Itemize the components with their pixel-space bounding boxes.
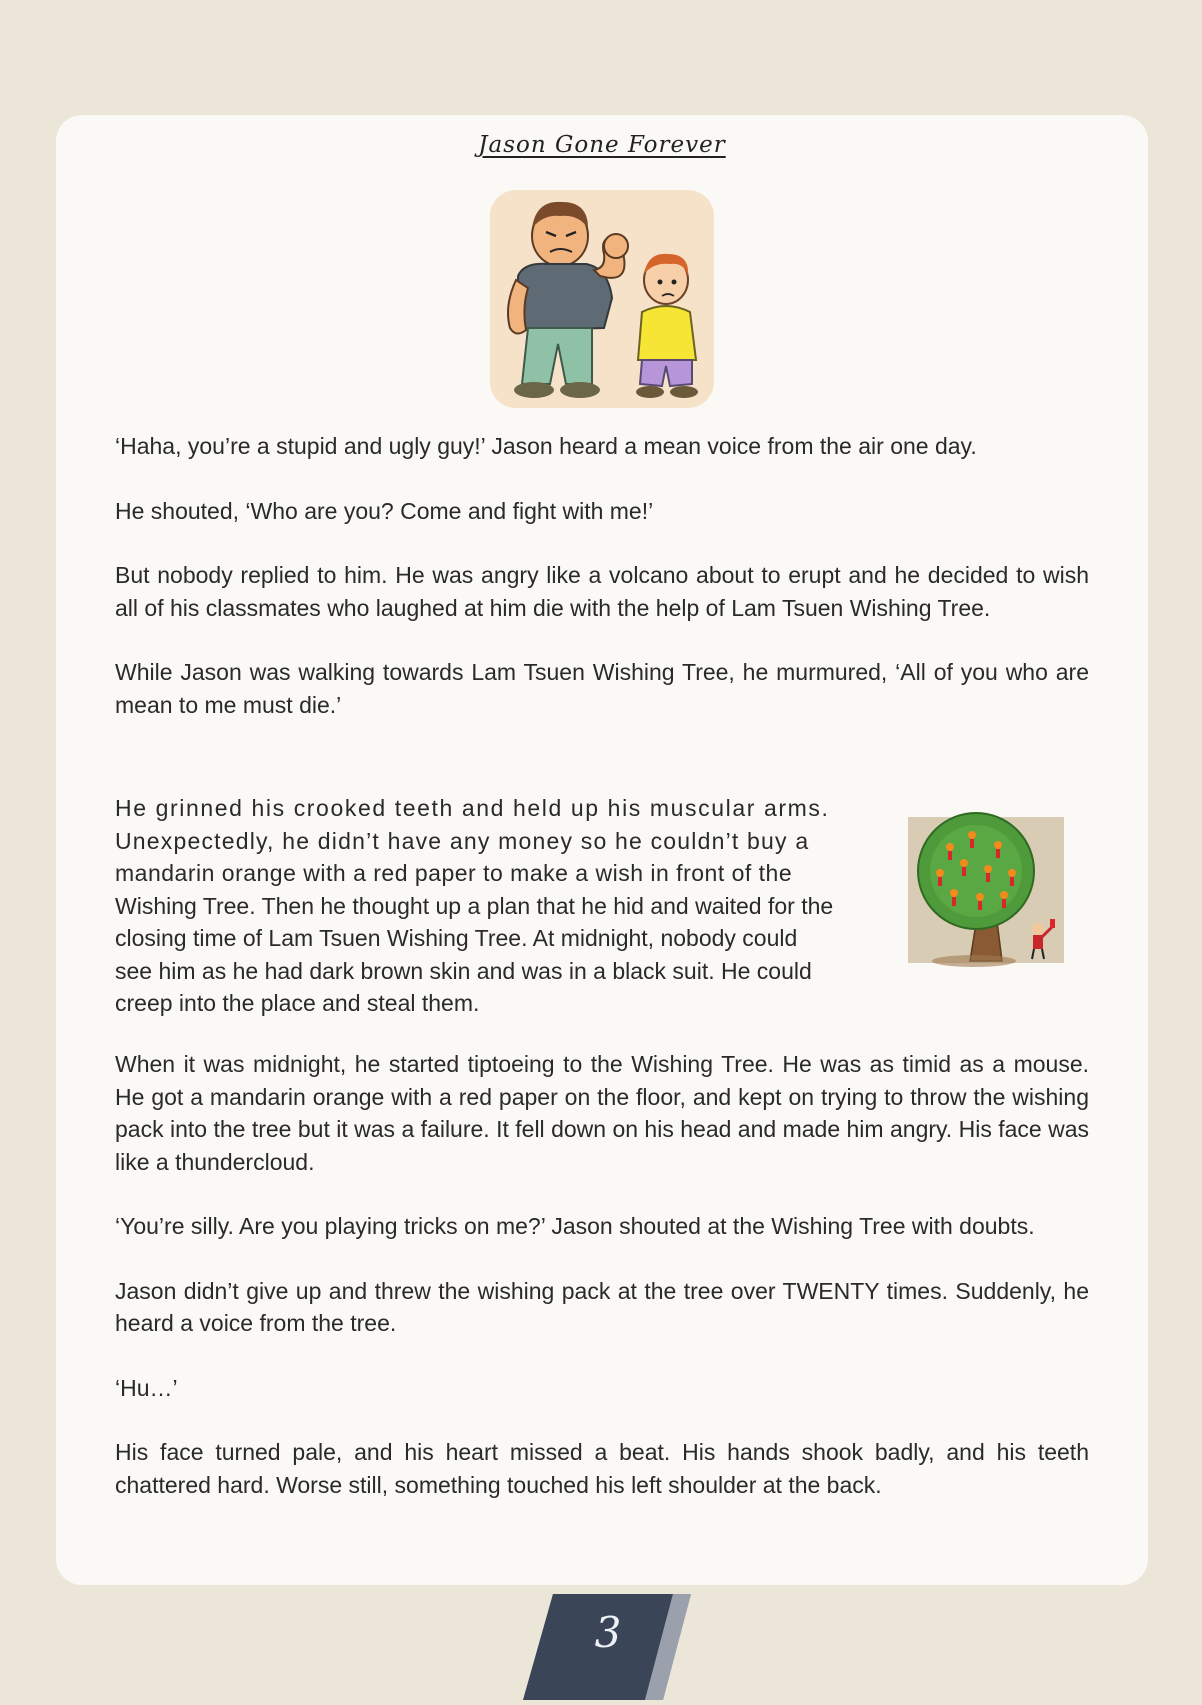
paragraph-line: Wishing Tree. Then he thought up a plan that he hid and waited for the — [115, 892, 834, 919]
paragraph-line: Unexpectedly, he didn’t have any money so he couldn’t buy a — [115, 827, 810, 854]
paragraph-line: creep into the place and steal them. — [115, 990, 480, 1016]
paragraph: When it was midnight, he started tiptoeing to the Wishing Tree. He was as timid as a mouse. He got a mandarin orange with a red paper on the floor, and kept on trying to throw the wishing pack into the tree but it was a failure. It fell down on his head and made him angry. His face was like a thundercloud. — [115, 1051, 1089, 1175]
story-title: Jason Gone Forever — [478, 132, 726, 158]
paragraph — [115, 792, 871, 1020]
page-number-tab — [523, 1594, 693, 1700]
paragraph: While Jason was walking towards Lam Tsuen Wishing Tree, he murmured, ‘All of you who are mean to me must die.’ — [115, 659, 1089, 718]
paragraph: His face turned pale, and his heart missed a beat. His hands shook badly, and his teeth chattered hard. Worse still, something touched his left shoulder at the back. — [115, 1439, 1089, 1498]
wishing-tree-illustration — [904, 811, 1068, 969]
paragraph: ‘You’re silly. Are you playing tricks on me?’ Jason shouted at the Wishing Tree with doubts. — [115, 1213, 1035, 1239]
paragraph-line: He grinned his crooked teeth and held up his muscular arms. — [115, 795, 830, 821]
paragraph: ‘Hu…’ — [115, 1374, 178, 1401]
paragraph: Jason didn’t give up and threw the wishing pack at the tree over TWENTY times. Suddenly, he heard a voice from the tree. — [115, 1277, 1089, 1336]
paragraph-line: closing time of Lam Tsuen Wishing Tree. At midnight, nobody could — [115, 925, 798, 951]
bully-illustration — [488, 188, 716, 410]
page-card — [56, 115, 1148, 1585]
story-paragraphs-top — [115, 430, 1089, 753]
paragraph: ‘Haha, you’re a stupid and ugly guy!’ Jason heard a mean voice from the air one day. — [115, 433, 977, 459]
paragraph: But nobody replied to him. He was angry like a volcano about to erupt and he decided to wish all of his classmates who laughed at him die with the help of Lam Tsuen Wishing Tree. — [115, 562, 1089, 621]
story-paragraphs-bottom — [115, 1048, 1089, 1533]
paragraph-line: see him as he had dark brown skin and was in a black suit. He could — [115, 957, 812, 984]
page-number: 3 — [594, 1608, 622, 1657]
paragraph-line: mandarin orange with a red paper to make a wish in front of the — [115, 860, 793, 886]
paragraph: He shouted, ‘Who are you? Come and fight with me!’ — [115, 497, 654, 524]
